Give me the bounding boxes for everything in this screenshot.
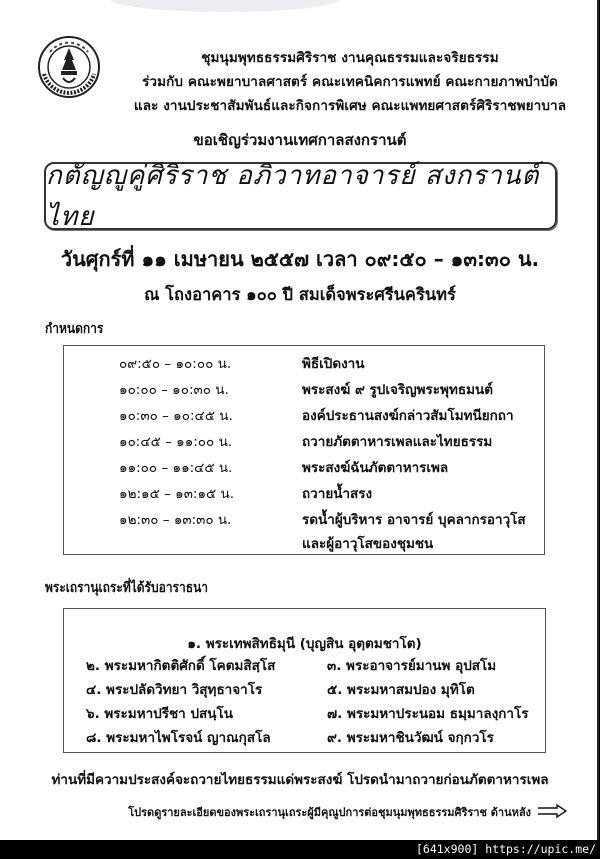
monk-item: ๖. พระมหาปรีชา ปสนฺโน [86, 706, 233, 722]
offering-notice: ท่านที่มีความประสงค์จะถวายไทยธรรมแด่พระสงฆ์ โปรดนำมาถวายก่อนภัตตาหารเพล [51, 772, 549, 788]
schedule-time: ๑๐:๓๐ – ๑๐:๔๕ น. [119, 408, 233, 424]
monks-box [63, 608, 546, 753]
monk-item: ๙. พระมหาชินวัฒน์ จกฺกวโร [327, 730, 494, 746]
schedule-label: กำหนดการ [45, 320, 104, 337]
schedule-row [64, 430, 544, 456]
back-page-note [128, 803, 567, 821]
monk-item: ๕. พระมหาสมปอง มุทิโต [327, 682, 475, 698]
schedule-row [64, 482, 544, 508]
schedule-row [64, 456, 544, 482]
monks-label: พระเถรานุเถระที่ได้รับอาราธนา [45, 579, 209, 596]
back-page-note-text: โปรดดูรายละเอียดของพระเถรานุเถระผู้มีคุณูปการต่อชุมนุมพุทธธรรมศิริราช ด้านหลัง [128, 806, 531, 819]
schedule-row [64, 352, 544, 378]
schedule-time: ๑๑:๐๐ – ๑๑:๔๕ น. [119, 460, 233, 476]
monk-item: ๒. พระมหากิตติศักดิ์ โคตมสิสฺโส [86, 658, 276, 674]
invite-heading: ขอเชิญร่วมงานเทศกาลสงกรานต์ [193, 131, 407, 149]
schedule-desc: ถวายน้ำสรง [302, 486, 373, 502]
scan-smudge [110, 0, 340, 12]
schedule-row [64, 378, 544, 404]
schedule-desc: พระสงฆ์ ๙ รูปเจริญพระพุทธมนต์ [302, 382, 493, 398]
event-title: กตัญญูคู่ศิริราช อภิวาทอาจารย์ สงกรานต์ไทย [46, 161, 540, 232]
header-line-3: และ งานประชาสัมพันธ์และกิจการพิเศษ คณะแพทยศาสตร์ศิริราชพยาบาล [133, 98, 567, 114]
monk-item: ๗. พระมหาประนอม ธมฺมาลงฺกาโร [327, 706, 529, 722]
monk-item: ๘. พระมหาไพโรจน์ ญาณกุสโล [86, 730, 271, 746]
monk-item: ๔. พระปลัดวิทยา วิสุทฺธาจาโร [86, 682, 263, 698]
right-arrow-icon [537, 804, 567, 821]
monk-item: ๓. พระอาจารย์มานพ อุปสโม [327, 658, 497, 674]
schedule-row [64, 508, 544, 534]
schedule-row [64, 532, 544, 558]
event-title-box [44, 162, 557, 230]
schedule-time: ๑๒:๑๕ – ๑๓:๑๕ น. [119, 486, 235, 502]
schedule-row [64, 404, 544, 430]
schedule-box [63, 345, 545, 555]
schedule-time: ๑๐:๔๕ – ๑๑:๐๐ น. [119, 434, 233, 450]
schedule-time: ๑๒:๓๐ – ๑๓:๓๐ น. [119, 512, 232, 528]
header-line-1: ชุมนุมพุทธธรรมศิริราช งานคุณธรรมและจริยธรรม [201, 50, 499, 66]
schedule-desc: องค์ประธานสงฆ์กล่าวสัมโมทนียกถา [302, 408, 514, 424]
image-host-watermark: [641x900] https://upic.me/ [415, 842, 596, 856]
schedule-desc: รดน้ำผู้บริหาร อาจารย์ บุคลากรอาวุโส [302, 512, 526, 528]
schedule-time: ๐๙:๕๐ – ๑๐:๐๐ น. [119, 356, 232, 372]
schedule-desc: และผู้อาวุโสของชุมชน [302, 536, 434, 552]
schedule-desc: พระสงฆ์ฉันภัตตาหารเพล [302, 460, 449, 476]
header-line-2: ร่วมกับ คณะพยาบาลศาสตร์ คณะเทคนิคการแพทย์ คณะกายภาพบำบัด [142, 74, 558, 90]
schedule-desc: พิธีเปิดงาน [302, 356, 365, 372]
event-venue: ณ โถงอาคาร ๑๐๐ ปี สมเด็จพระศรีนครินทร์ [144, 285, 456, 304]
event-date-time: วันศุกร์ที่ ๑๑ เมษายน ๒๕๕๗ เวลา ๐๙:๕๐ – ๑๓:๓๐ น. [60, 247, 540, 271]
schedule-desc: ถวายภัตตาหารเพลและไทยธรรม [302, 434, 493, 450]
monk-presiding: ๑. พระเทพสิทธิมุนี (บุญสิน อุตฺตมชาโต) [187, 636, 422, 652]
faculty-seal-icon [36, 34, 102, 100]
schedule-time: ๑๐:๐๐ – ๑๐:๓๐ น. [119, 382, 229, 398]
